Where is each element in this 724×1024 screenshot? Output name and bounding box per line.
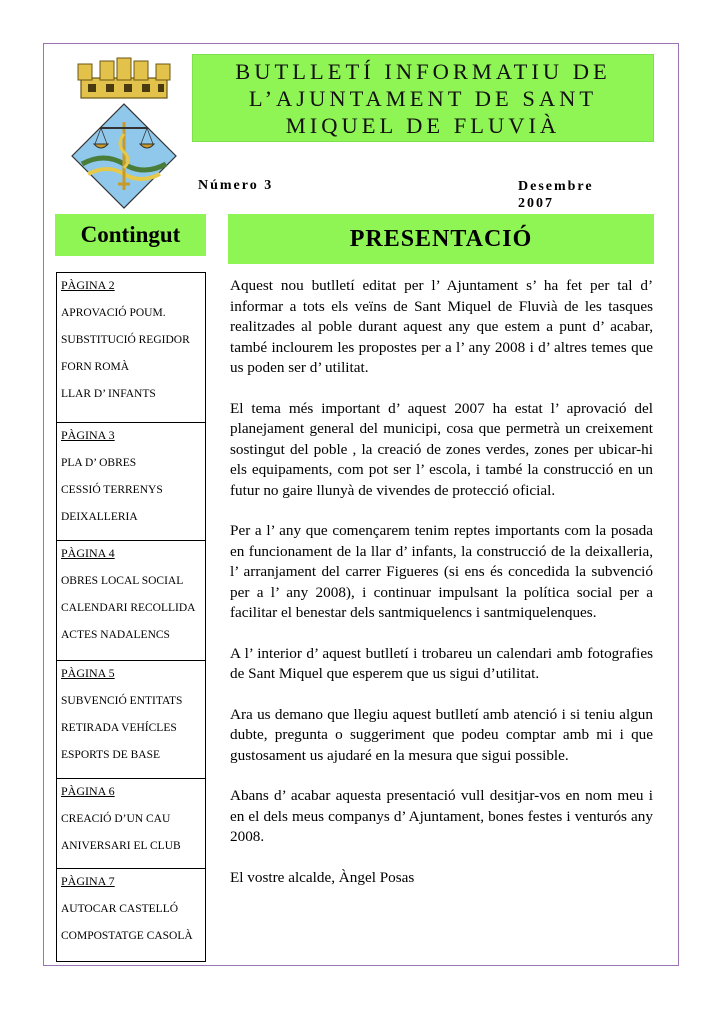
toc-item: SUBSTITUCIÓ REGIDOR (61, 334, 190, 346)
toc-item: RETIRADA VEHÍCLES (61, 722, 177, 734)
issue-date (518, 178, 638, 212)
paragraph: Ara us demano que llegiu aquest butlletí amb atenció i si teniu algun dubte, pregunta o suggeriment que podeu comptar amb mi i que gustosament us ajudaré en la mesura que sigui possible. (230, 705, 653, 764)
toc-item: ACTES NADALENCS (61, 629, 170, 641)
presentation-text (230, 276, 653, 908)
toc-item: SUBVENCIÓ ENTITATS (61, 695, 183, 707)
signature-line: El vostre alcalde, Àngel Posas (230, 868, 415, 886)
toc-item: ANIVERSARI EL CLUB (61, 840, 181, 852)
toc-item: CREACIÓ D’UN CAU (61, 813, 171, 825)
presentation-heading: PRESENTACIÓ (349, 225, 533, 252)
toc-item: COMPOSTATGE CASOLÀ (61, 930, 193, 942)
toc-page-label: PÀGINA 3 (61, 428, 115, 442)
title-line-2: L’AJUNTAMENT DE SANT (248, 85, 598, 111)
toc-section-page-4 (57, 541, 205, 661)
paragraph: El tema més important d’ aquest 2007 ha estat l’ aprovació del planejament general del municipi, cosa que permetrà un creixement sostingut del poble , la creació de zones verdes, zones per ubicar-hi els equipaments, com pot ser l’ escola, i també la construcció en un futur no gaire llunyà de vivendes de protecció oficial. (230, 399, 653, 499)
toc-item: PLA D’ OBRES (61, 457, 137, 469)
toc-item: CESSIÓ TERRENYS (61, 484, 163, 496)
toc-page-label: PÀGINA 5 (61, 666, 115, 680)
toc-item: OBRES LOCAL SOCIAL (61, 575, 184, 587)
shield-icon (72, 104, 176, 208)
contents-heading-box (55, 214, 206, 256)
toc-page-label: PÀGINA 7 (61, 874, 115, 888)
toc-section-page-6 (57, 779, 205, 869)
toc-page-label: PÀGINA 2 (61, 278, 115, 292)
table-of-contents (56, 272, 206, 962)
issue-number: Número 3 (198, 178, 274, 193)
title-line-3: MIQUEL DE FLUVIÀ (285, 112, 561, 138)
toc-item: CALENDARI RECOLLIDA (61, 602, 196, 614)
toc-item: APROVACIÓ POUM. (61, 307, 166, 319)
issue-month: Desembre (518, 179, 594, 194)
toc-item: FORN ROMÀ (61, 361, 130, 373)
paragraph: Aquest nou butlletí editat per l’ Ajuntament s’ ha fet per tal d’ informar a tots els veïns de Sant Miquel de Fluvià de les tasques realitzades al poble durant aquest any que estem a punt d’ acabar, també inclourem les propostes per a l’ any 2008 i d’ altres temes que us poden ser d’ utilitat. (230, 277, 653, 376)
coat-of-arms-icon (64, 52, 184, 210)
toc-section-page-3 (57, 423, 205, 541)
toc-section-page-7 (57, 869, 205, 948)
toc-page-label: PÀGINA 4 (61, 546, 115, 560)
toc-section-page-5 (57, 661, 205, 779)
crown-icon (78, 58, 170, 98)
toc-item: DEIXALLERIA (61, 511, 138, 523)
newsletter-title (235, 58, 610, 139)
toc-item: AUTOCAR CASTELLÓ (61, 903, 179, 915)
paragraph: Per a l’ any que començarem tenim reptes importants com la posada en funcionament de la llar d’ infants, la construcció de la deixalleria, l’ arranjament del carrer Figueres (si ens és concedida la subvenció per a l’ any 2008), i continuar impulsant la política social per a facilitar el benestar dels santmiquelencs i santmiquelenques. (230, 522, 653, 621)
issue-year: 2007 (518, 196, 554, 211)
toc-item: LLAR D’ INFANTS (61, 388, 156, 400)
title-line-1: BUTLLETÍ INFORMATIU DE (235, 58, 611, 84)
contents-heading: Contingut (80, 222, 181, 247)
presentation-heading-box (228, 214, 654, 264)
paragraph: Abans d’ acabar aquesta presentació vull desitjar-vos en nom meu i en el dels meus companys d’ Ajuntament, bones festes i venturós any 2008. (230, 787, 653, 845)
newsletter-title-box (192, 54, 654, 142)
toc-page-label: PÀGINA 6 (61, 784, 115, 798)
toc-section-page-2 (57, 273, 205, 423)
paragraph: A l’ interior d’ aquest butlletí i trobareu un calendari amb fotografies de Sant Miquel que esperem que us sigui d’utilitat. (230, 644, 653, 682)
toc-item: ESPORTS DE BASE (61, 749, 160, 761)
